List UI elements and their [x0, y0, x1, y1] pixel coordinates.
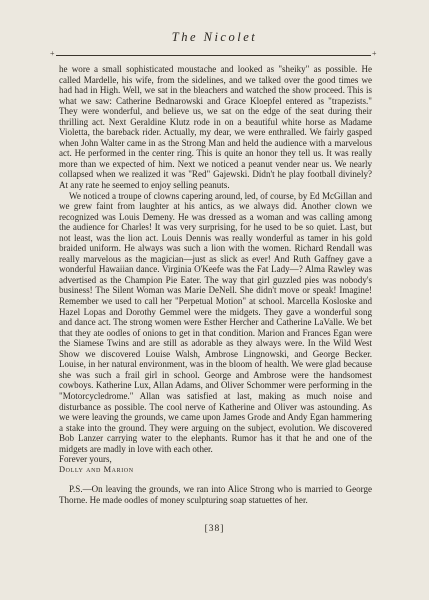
closing-line: Forever yours,	[59, 454, 112, 465]
letter-body	[59, 64, 372, 505]
paragraph-2: We noticed a troupe of clowns capering around, led, of course, by Ed McGillan and we grew faint from laughter at his antics, as we always did. Another clown we recognized was Louis Demeny. He was dressed as a woman and was calling among the audience for Charles! It was very surprising, for he used to be so quiet. Last, but not least, was the lion act. Louis Dennis was really wonderful as tamer in his gold braided uniform. He always was such a lion with the women. Richard Rendall was really marvelous as the magician—just as slick as ever! And Ruth Gaffney gave a wonderful Hawaiian dance. Virginia O'Keefe was the Fat Lady—? Alma Rawley was advertised as the Champion Pie Eater. The way that girl guzzled pies was nobody's business! The Silent Woman was Marie DeNell. She didn't move or speak! Imagine! Remember we used to call her "Perpetual Motion" at school. Marcella Kosloske and Hazel Lopas and Dorothy Gemmel were the midgets. They gave a wonderful song and dance act. The strong women were Esther Hercher and Catherine LaValle. We bet that they ate oodles of onions to get in that condition. Marion and Frances Egan were the Siamese Twins and are still as adorable as they always were. In the Wild West Show we discovered Louise Walsh, Ambrose Lingnowski, and George Becker. Louise, in her natural environment, was in the bloom of health. We were glad because she was such a frail girl in school. George and Ambrose were the handsomest cowboys. Katherine Lux, Allan Adams, and Oliver Schommer were performing in the "Motorcycledrome." Allan was satisfied at last, making as much noise and disturbance as possible. The cool nerve of Katherine and Oliver was astounding. As we were leaving the grounds, we came upon James Grode and Andy Egan hammering a stake into the ground. They were arguing on the subject, evolution. We discovered Bob Lanzer carrying water to the elephants. Rumor has it that he and one of the midgets are madly in love with each other.	[59, 190, 372, 454]
postscript: P.S.—On leaving the grounds, we ran into Alice Strong who is married to George Thorne. He made oodles of money sculpturing soap statuettes of her.	[59, 484, 372, 505]
paragraph-1: he wore a small sophisticated moustache and looked as "sheiky" as possible. He called Mardelle, his wife, from the sidelines, and we talked over the good times we had had in High. Well, we sat in the bleachers and watched the show proceed. This is what we saw: Catherine Bednarowski and Grace Kloepfel entered as "trapezists." They were wonderful, and believe us, we sat on the edge of the seat during their thrilling act. Next Geraldine Klutz rode in on a beautiful white horse as Madame Violetta, the bareback rider. Actually, my dear, we were enthralled. We fairly gasped when John Walter came in as the Strong Man and held the audience with a marvelous act. He performed in the center ring. This is quite an honor they tell us. It was really more than we expected of him. Next we noticed a peanut vender near us. We nearly collapsed when we realized it was "Red" Gajewski. Didn't he play football divinely? At any rate he seemed to enjoy selling peanuts.	[59, 64, 372, 191]
header-rule	[52, 55, 378, 56]
rule-ornament-right-icon: +	[372, 49, 377, 58]
rule-ornament-left-icon: +	[50, 49, 55, 58]
running-header-title: The Nicolet	[171, 30, 258, 44]
signature: Dolly and Marion	[59, 464, 134, 474]
page-number: [38]	[204, 524, 225, 534]
